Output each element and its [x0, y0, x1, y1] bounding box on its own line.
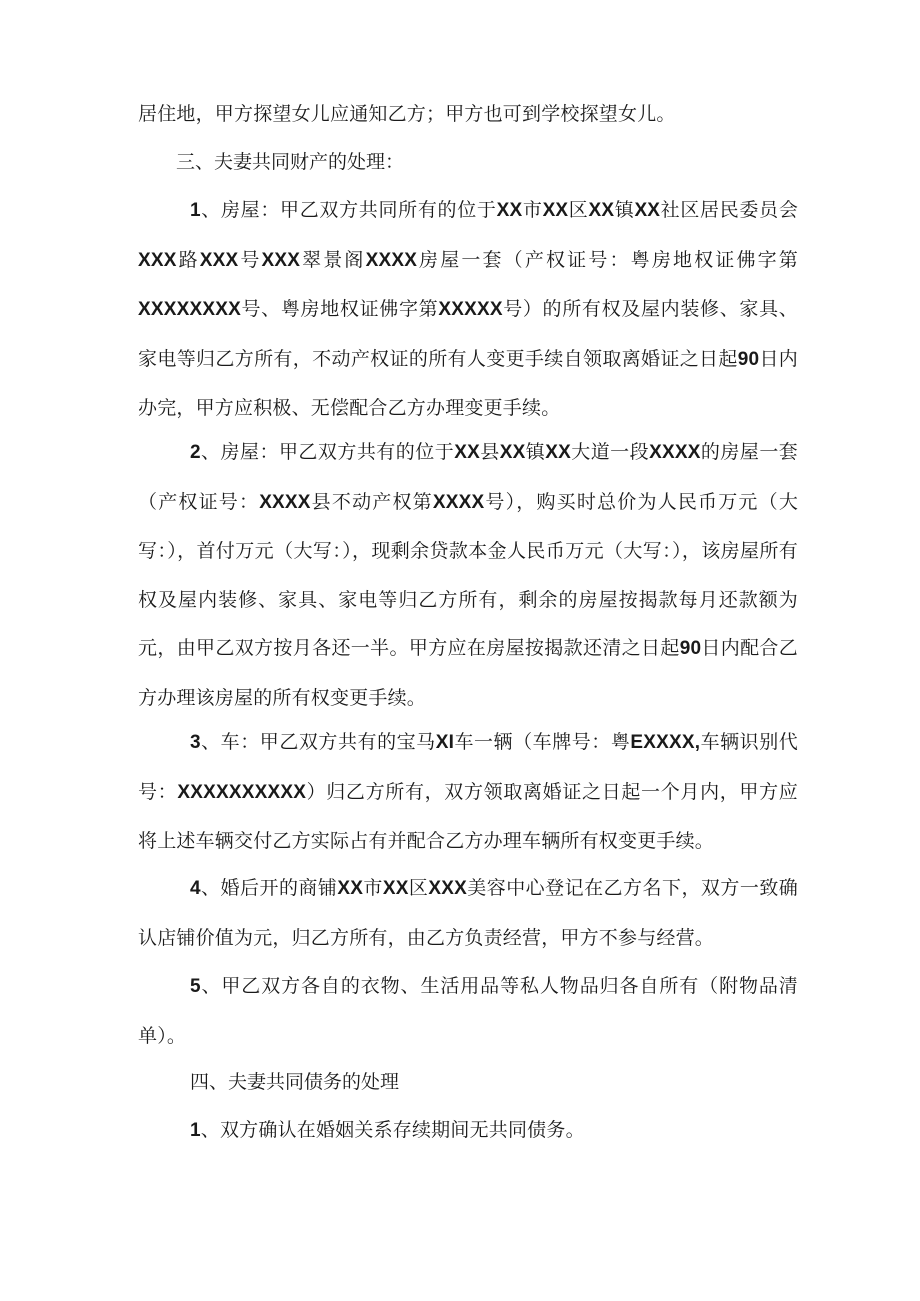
paragraph-property-house-2: 2、房屋：甲乙双方共有的位于XX县XX镇XX大道一段XXXX的房屋一套（产权证号：XXXX县不动产权第XXXX号），购买时总价为人民币万元（大写：），首付万元（大写：），现剩余贷款本金人民币万元（大写：），该房屋所有权及屋内装修、家具、家电等归乙方所有，剩余的房屋按揭款每月还款额为元，由甲乙双方按月各还一半。甲方应在房屋按揭款还清之日起90日内配合乙方办理该房屋的所有权变更手续。 — [138, 441, 799, 709]
paragraph-visitation-end: 居住地，甲方探望女儿应通知乙方；甲方也可到学校探望女儿。 — [138, 103, 676, 125]
paragraph-property-house-1: 1、房屋：甲乙双方共同所有的位于XX市XX区XX镇XX社区居民委员会XXX路XXX号XXX翠景阁XXXX房屋一套（产权证号：粤房地权证佛字第XXXXXXXX号、粤房地权证佛字第XXXXX号）的所有权及屋内装修、家具、家电等归乙方所有，不动产权证的所有人变更手续自领取离婚证之日起90日内办完，甲方应积极、无偿配合乙方办理变更手续。 — [138, 199, 799, 419]
paragraph-no-joint-debt: 1、双方确认在婚姻关系存续期间无共同债务。 — [190, 1119, 585, 1141]
section-heading-joint-debt: 四、夫妻共同债务的处理 — [190, 1071, 400, 1093]
paragraph-property-shop: 4、婚后开的商铺XX市XX区XXX美容中心登记在乙方名下，双方一致确认店铺价值为元，归乙方所有，由乙方负责经营，甲方不参与经营。 — [138, 877, 799, 949]
paragraph-property-car: 3、车：甲乙双方共有的宝马XI车一辆（车牌号：粤EXXXX,车辆识别代号：XXXXXXXXXX）归乙方所有，双方领取离婚证之日起一个月内，甲方应将上述车辆交付乙方实际占有并配合乙方办理车辆所有权变更手续。 — [138, 731, 798, 852]
paragraph-personal-items: 5、甲乙双方各自的衣物、生活用品等私人物品归各自所有（附物品清单）。 — [138, 975, 798, 1047]
section-heading-joint-property: 三、夫妻共同财产的处理： — [176, 151, 405, 173]
